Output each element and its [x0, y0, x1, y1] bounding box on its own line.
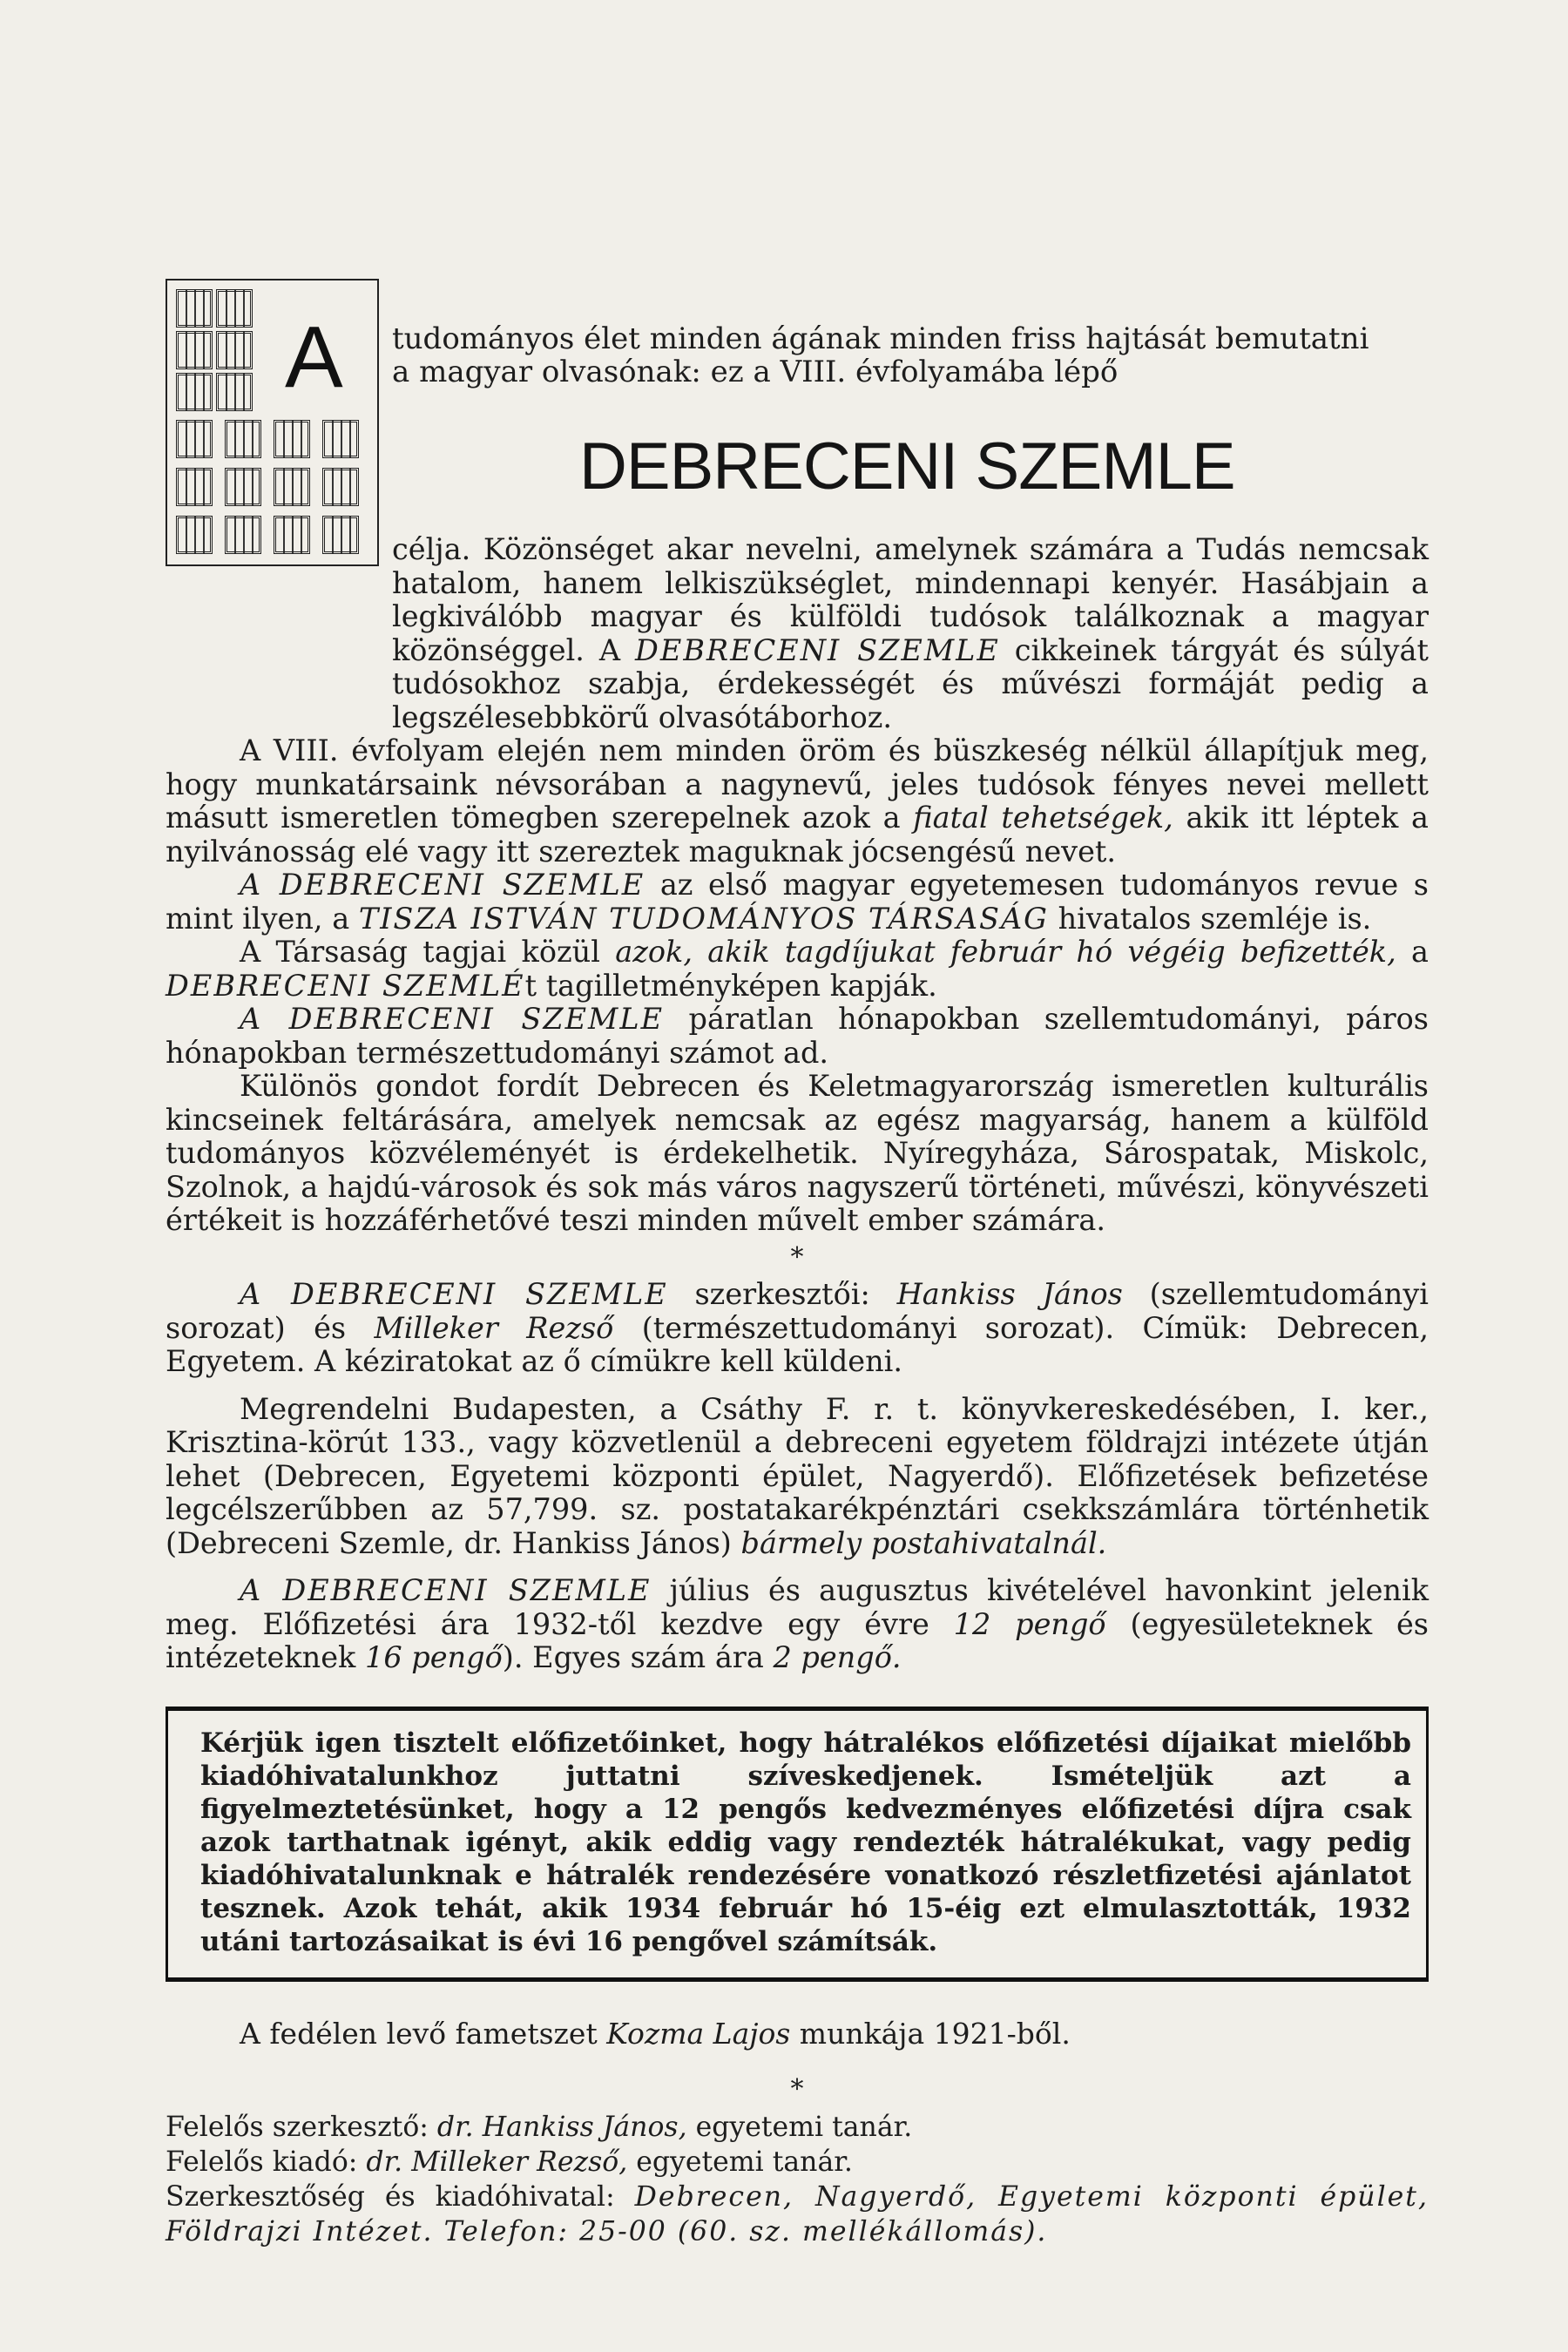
editorial-office: Szerkesztőség és kiadóhivatal: Debrecen, Nagyerdő, Egyetemi központi épület, Földrajzi Intézet. Telefon: 25-00 (60. sz. mellékállomás). [166, 2180, 1429, 2247]
ornament-icon [176, 516, 213, 554]
ornament-icon [322, 516, 359, 554]
lead-text [392, 322, 1429, 389]
paragraph-editors: A DEBRECENI SZEMLE szerkesztői: Hankiss János (szellemtudományi sorozat) és Milleker Rezső (természettudományi sorozat). Címük: Debrecen, Egyetem. A kéziratokat az ő címükre kell küldeni. [166, 1277, 1429, 1378]
ornament-icon [176, 468, 213, 506]
cover-credit: A fedélen levő fametszet Kozma Lajos munkája 1921-ből. [240, 2016, 1071, 2051]
journal-title: DEBRECENI SZEMLE [579, 429, 1235, 504]
colophon [166, 2110, 1429, 2249]
lead-line-1: tudományos élet minden ágának minden friss hajtását bemutatni [392, 321, 1369, 356]
ornament-icon [274, 420, 310, 458]
responsible-editor: Felelős szerkesztő: dr. Hankiss János, egyetemi tanár. [166, 2111, 913, 2143]
paragraph-revue: A DEBRECENI SZEMLE az első magyar egyetemesen tudományos revue s mint ilyen, a TISZA ISTVÁN TUDOMÁNYOS TÁRSASÁG hivatalos szemléje is. [166, 868, 1429, 936]
ornamental-initial-frame [166, 279, 379, 566]
ornament-icon [176, 331, 213, 369]
ornament-icon [225, 516, 261, 554]
ornament-icon [274, 516, 310, 554]
ornament-icon [176, 289, 213, 328]
ornament-icon [322, 468, 359, 506]
payment-notice-text: Kérjük igen tisztelt előfizetőinket, hogy hátralékos előfizetési díjaikat mielőbb kiadóhivatalunkhoz juttatni szíveskedjenek. Ismételjük azt a figyelmeztetésünket, hogy a 12 pengős kedvezményes előfizetési díjra csak azok tarthatnak igényt, akik eddig vagy rendezték hátralékukat, vagy pedig kiadóhivatalunknak e hátralék rendezésére vonatkozó részletfizetési ajánlatot tesznek. Azok tehát, akik 1934 február hó 15-éig ezt elmulasztották, 1932 utáni tartozásaikat is évi 16 pengővel számítsák. [200, 1727, 1411, 1957]
ornament-icon [216, 331, 253, 369]
ornament-icon [176, 420, 213, 458]
section-separator: * [790, 1241, 804, 1273]
page [166, 279, 1429, 2249]
paragraph-ordering: Megrendelni Budapesten, a Csáthy F. r. t. könyvkereskedésében, I. ker., Krisztina-körút 133., vagy közvetlenül a debreceni egyetem földrajzi intézete útján lehet (Debrecen, Egyetemi központi épület, Nagyerdő). Előfizetések befizetése legcélszerűbben az 57,799. sz. postatakarékpénztári csekkszámlára történhetik (Debreceni Szemle, dr. Hankiss János) bármely postahivatalnál. [166, 1391, 1429, 1560]
paragraph-intro: célja. Közönséget akar nevelni, amelynek számára a Tudás nemcsak hatalom, hanem lelkiszükséglet, mindennapi kenyér. Hasábjain a legkiválóbb magyar és külföldi tudósok találkoznak a magyar közönséggel. A DEBRECENI SZEMLE cikkeinek tárgyát és súlyát tudósokhoz szabja, érdekességét és művészi formáját pedig a legszélesebbkörű olvasótáborhoz. [392, 532, 1429, 734]
ornament-icon [216, 373, 253, 411]
paragraph-price: A DEBRECENI SZEMLE július és augusztus kivételével havonkint jelenik meg. Előfizetési ára 1932-től kezdve egy évre 12 pengő (egyesületeknek és intézeteknek 16 pengő). Egyes szám ára 2 pengő. [166, 1573, 1429, 1674]
ornament-icon [274, 468, 310, 506]
ornament-icon [225, 420, 261, 458]
ornament-icon [225, 468, 261, 506]
main-text [166, 533, 1429, 1675]
ornament-icon [322, 420, 359, 458]
paragraph-society: A Társaság tagjai közül azok, akik tagdíjukat február hó végéig befizették, a DEBRECENI SZEMLÉt tagilletményképen kapják. [166, 935, 1429, 1003]
footer-separator: * [790, 2073, 804, 2105]
ornament-icon [176, 373, 213, 411]
paragraph-schedule: A DEBRECENI SZEMLE páratlan hónapokban szellemtudományi, páros hónapokban természettudományi számot ad. [166, 1002, 1429, 1070]
paragraph-volume: A VIII. évfolyam elején nem minden öröm és büszkeség nélkül állapítjuk meg, hogy munkatársaink névsorában a nagynevű, jeles tudósok fényes nevei mellett másutt ismeretlen tömegben szerepelnek azok a fiatal tehetségek, akik itt léptek a nyilvánosság elé vagy itt szereztek maguknak jócsengésű nevet. [166, 733, 1429, 868]
lead-line-2: a magyar olvasónak: ez a VIII. évfolyamába lépő [392, 355, 1119, 389]
paragraph-region: Különös gondot fordít Debrecen és Keletmagyarország ismeretlen kulturális kincseinek feltárására, amelyek nemcsak az egész magyarság, hanem a külföld tudományos közvéleményét is érdekelhetik. Nyíregyháza, Sárospatak, Miskolc, Szolnok, a hajdú-városok és sok más város nagyszerű történeti, művészi, könyvészeti értékeit is hozzáférhetővé teszi minden művelt ember számára. [166, 1069, 1429, 1237]
ornament-icon [216, 289, 253, 328]
responsible-publisher: Felelős kiadó: dr. Milleker Rezső, egyetemi tanár. [166, 2146, 853, 2178]
lead-section [166, 279, 1429, 540]
payment-notice-box [166, 1707, 1429, 1982]
drop-cap: A [285, 308, 343, 406]
